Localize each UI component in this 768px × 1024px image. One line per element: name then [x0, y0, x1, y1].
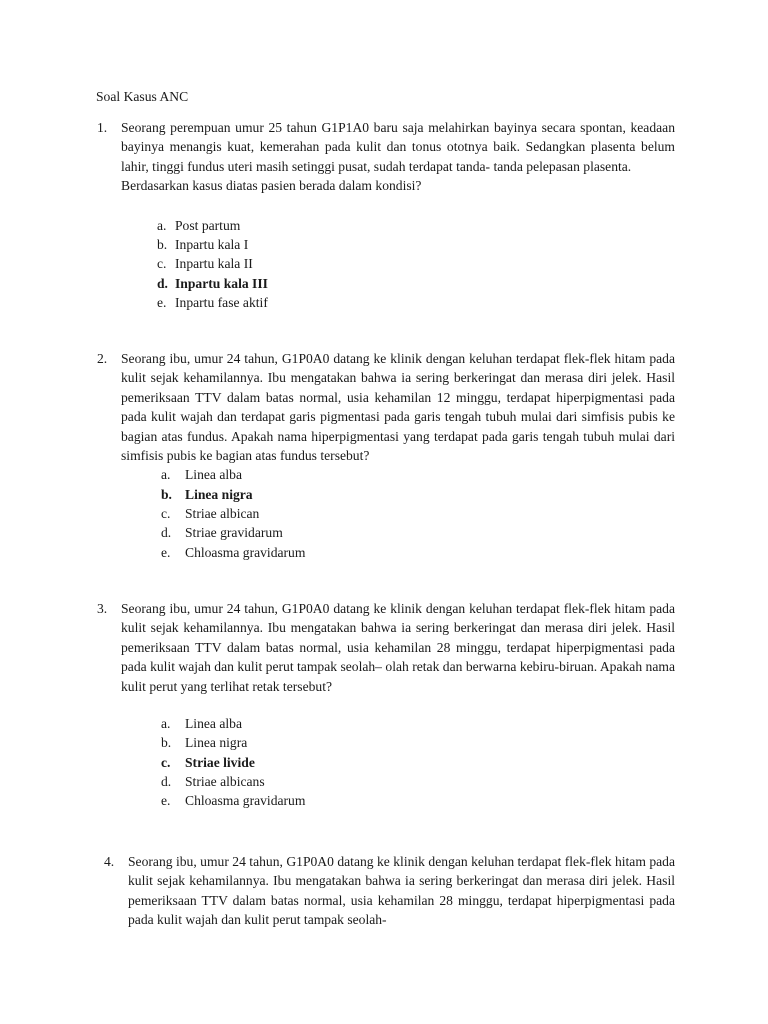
question-text: Seorang ibu, umur 24 tahun, G1P0A0 datang ke klinik dengan keluhan terdapat flek-flek hitam pada kulit sejak kehamilannya. Ibu mengatakan bahwa ia sering berkeringat dan merasa diri jelek. Hasil pemeriksaan TTV dalam batas normal, usia kehamilan 12 minggu, terdapat hiperpigmentasi pada pada kulit wajah dan terdapat garis pigmentasi pada garis tengah tubuh mulai dari simfisis pubis ke bagian atas fundus. Apakah nama hiperpigmentasi yang terdapat pada garis tengah tubuh mulai dari simfisis pubis ke bagian atas fundus tersebut?: [121, 351, 675, 464]
option-text: Linea nigra: [185, 735, 248, 751]
question-3: [97, 599, 675, 811]
option-letter: a.: [161, 467, 171, 483]
option-letter: d.: [161, 525, 172, 541]
option-text: Striae albicans: [185, 773, 265, 789]
option-text: Linea alba: [185, 467, 242, 483]
option-letter: b.: [161, 486, 172, 502]
option-e: [161, 543, 715, 562]
question-number: 1.: [97, 120, 108, 135]
option-letter: a.: [157, 217, 167, 233]
option-b: [161, 733, 715, 752]
option-letter: e.: [161, 544, 171, 560]
option-letter: e.: [157, 294, 167, 310]
question-text: Seorang ibu, umur 24 tahun, G1P0A0 datang ke klinik dengan keluhan terdapat flek-flek hitam pada kulit sejak kehamilannya. Ibu mengatakan bahwa ia sering berkeringat dan merasa diri jelek. Hasil pemeriksaan TTV dalam batas normal, usia kehamilan 28 minggu, terdapat hiperpigmentasi pada pada kulit wajah dan kulit perut tampak seolah-: [128, 854, 675, 928]
option-b: [157, 235, 711, 254]
question-number: 4.: [104, 854, 115, 869]
option-letter: e.: [161, 793, 171, 809]
option-d: [161, 523, 715, 542]
option-c: [161, 753, 715, 772]
question-2: [97, 349, 675, 562]
option-letter: d.: [161, 773, 172, 789]
question-1: [97, 118, 675, 312]
option-e: [157, 293, 711, 312]
option-text: Striae albican: [185, 506, 260, 522]
option-letter: c.: [161, 754, 171, 770]
option-text: Striae gravidarum: [185, 525, 283, 541]
question-number: 3.: [97, 601, 108, 616]
option-letter: b.: [161, 735, 172, 751]
option-text: Inpartu fase aktif: [175, 294, 268, 310]
option-letter: c.: [157, 256, 167, 272]
option-text: Linea alba: [185, 716, 242, 732]
option-text: Inpartu kala II: [175, 256, 253, 272]
answer-options: [161, 714, 715, 810]
answer-options: [157, 216, 711, 312]
option-text: Chloasma gravidarum: [185, 544, 306, 560]
option-letter: d.: [157, 275, 168, 291]
question-prompt: Berdasarkan kasus diatas pasien berada dalam kondisi?: [121, 178, 422, 194]
option-text: Inpartu kala III: [175, 275, 268, 291]
option-c: [157, 254, 711, 273]
document-title: Soal Kasus ANC: [96, 89, 189, 104]
question-4: [104, 852, 675, 930]
question-number: 2.: [97, 351, 108, 366]
option-text: Chloasma gravidarum: [185, 793, 306, 809]
option-a: [157, 216, 711, 235]
option-d: [161, 772, 715, 791]
question-text: Seorang ibu, umur 24 tahun, G1P0A0 datang ke klinik dengan keluhan terdapat flek-flek hitam pada kulit sejak kehamilannya. Ibu mengatakan bahwa ia sering berkeringat dan merasa diri jelek. Hasil pemeriksaan TTV dalam batas normal, usia kehamilan 28 minggu, terdapat hiperpigmentasi pada pada kulit wajah dan kulit perut tampak seolah– olah retak dan berwarna kebiru-biruan. Apakah nama kulit perut yang terlihat retak tersebut?: [121, 601, 675, 694]
option-a: [161, 465, 715, 484]
option-letter: a.: [161, 716, 171, 732]
option-b: [161, 485, 715, 504]
option-text: Striae livide: [185, 754, 255, 770]
option-a: [161, 714, 715, 733]
option-text: Inpartu kala I: [175, 236, 249, 252]
option-c: [161, 504, 715, 523]
question-text: Seorang perempuan umur 25 tahun G1P1A0 baru saja melahirkan bayinya secara spontan, keadaan bayinya menangis kuat, kemerahan pada kulit dan tonus ototnya baik. Sedangkan plasenta belum lahir, tinggi fundus uteri masih setinggi pusat, sudah terdapat tanda- tanda pelepasan plasenta.: [121, 120, 675, 174]
option-text: Post partum: [175, 217, 241, 233]
option-letter: c.: [161, 506, 171, 522]
option-text: Linea nigra: [185, 486, 253, 502]
option-d: [157, 274, 711, 293]
answer-options: [161, 465, 715, 561]
option-letter: b.: [157, 236, 168, 252]
option-e: [161, 791, 715, 810]
